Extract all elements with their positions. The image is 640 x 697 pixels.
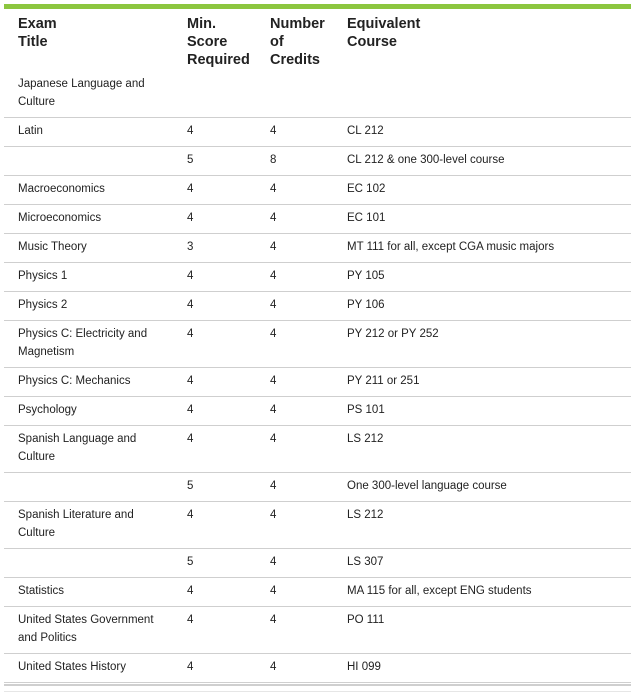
ap-credit-table-page	[4, 4, 631, 686]
cell-min-score: 4	[173, 578, 256, 607]
page-bottom-rule	[4, 691, 631, 692]
cell-exam-title: Spanish Literature and Culture	[4, 502, 173, 549]
table-row	[4, 397, 631, 426]
cell-credits: 4	[256, 549, 333, 578]
cell-equivalent-course: PO 111	[333, 607, 631, 654]
cell-equivalent-course: LS 212	[333, 502, 631, 549]
cell-exam-title: Macroeconomics	[4, 176, 173, 205]
cell-equivalent-course: One 300-level language course	[333, 473, 631, 502]
table-row	[4, 118, 631, 147]
cell-equivalent-course: PY 105	[333, 263, 631, 292]
cell-exam-title: Statistics	[4, 578, 173, 607]
table-row	[4, 578, 631, 607]
header-exam-title: Exam Title	[4, 9, 173, 75]
table-row	[4, 234, 631, 263]
cell-min-score: 5	[173, 549, 256, 578]
cell-credits: 4	[256, 426, 333, 473]
table-body	[4, 118, 631, 683]
cell-equivalent-course: HI 099	[333, 654, 631, 683]
cell-credits: 4	[256, 292, 333, 321]
cell-min-score: 4	[173, 205, 256, 234]
carryover-row	[4, 75, 631, 118]
table-row	[4, 147, 631, 176]
cell-min-score: 4	[173, 426, 256, 473]
cell-exam-title: Latin	[4, 118, 173, 147]
table-row	[4, 321, 631, 368]
cell-min-score: 3	[173, 234, 256, 263]
cell-exam-title	[4, 473, 173, 502]
cell-equivalent-course: PS 101	[333, 397, 631, 426]
cell-min-score: 4	[173, 397, 256, 426]
header-min-score: Min. Score Required	[173, 9, 256, 75]
cell-min-score: 4	[173, 502, 256, 549]
cell-credits: 4	[256, 578, 333, 607]
cell-credits: 4	[256, 263, 333, 292]
table-row	[4, 263, 631, 292]
cell-credits: 4	[256, 176, 333, 205]
table-row	[4, 368, 631, 397]
cell-exam-title	[4, 147, 173, 176]
cell-equivalent-course: PY 106	[333, 292, 631, 321]
table-bottom-rule	[4, 684, 631, 686]
cell-equivalent-course: PY 211 or 251	[333, 368, 631, 397]
cell-credits: 4	[256, 607, 333, 654]
cell-min-score: 4	[173, 321, 256, 368]
cell-equivalent-course: MT 111 for all, except CGA music majors	[333, 234, 631, 263]
cell-min-score: 4	[173, 176, 256, 205]
cell-exam-title: Physics 2	[4, 292, 173, 321]
cell-min-score: 4	[173, 292, 256, 321]
cell-exam-title: Music Theory	[4, 234, 173, 263]
cell-min-score: 4	[173, 368, 256, 397]
cell-min-score: 5	[173, 473, 256, 502]
cell-credits: 4	[256, 205, 333, 234]
cell-equivalent-course: LS 212	[333, 426, 631, 473]
cell-equivalent-course: EC 101	[333, 205, 631, 234]
cell-equivalent-course: MA 115 for all, except ENG students	[333, 578, 631, 607]
cell-credits: 4	[256, 321, 333, 368]
header-equivalent-course: Equivalent Course	[333, 9, 631, 75]
cell-exam-title: Physics C: Electricity and Magnetism	[4, 321, 173, 368]
table-row	[4, 292, 631, 321]
cell-exam-title: Psychology	[4, 397, 173, 426]
header-credits: Number of Credits	[256, 9, 333, 75]
cell-credits: 4	[256, 473, 333, 502]
cell-min-score: 4	[173, 607, 256, 654]
cell-min-score: 5	[173, 147, 256, 176]
cell-equivalent-course: EC 102	[333, 176, 631, 205]
table-row	[4, 426, 631, 473]
table-row	[4, 502, 631, 549]
table-row	[4, 176, 631, 205]
cell-exam-title: Physics 1	[4, 263, 173, 292]
cell-equivalent-course: PY 212 or PY 252	[333, 321, 631, 368]
table-row	[4, 205, 631, 234]
cell-credits: 4	[256, 397, 333, 426]
cell-equivalent-course: CL 212 & one 300-level course	[333, 147, 631, 176]
table-row	[4, 473, 631, 502]
cell-exam-title: Physics C: Mechanics	[4, 368, 173, 397]
cell-credits: 4	[256, 502, 333, 549]
cell-credits: 8	[256, 147, 333, 176]
ap-credit-table	[4, 9, 631, 683]
table-row	[4, 549, 631, 578]
cell-exam-title: Spanish Language and Culture	[4, 426, 173, 473]
cell-credits: 4	[256, 654, 333, 683]
cell-exam-title: Microeconomics	[4, 205, 173, 234]
cell-credits: 4	[256, 234, 333, 263]
cell-exam-title	[4, 549, 173, 578]
cell-min-score: 4	[173, 263, 256, 292]
cell-credits: 4	[256, 118, 333, 147]
cell-min-score: 4	[173, 654, 256, 683]
table-row	[4, 607, 631, 654]
table-row	[4, 654, 631, 683]
cell-equivalent-course: CL 212	[333, 118, 631, 147]
cell-equivalent-course: LS 307	[333, 549, 631, 578]
cell-exam-title: United States Government and Politics	[4, 607, 173, 654]
table-header-row	[4, 9, 631, 75]
cell-exam-title: United States History	[4, 654, 173, 683]
carryover-exam-title: Japanese Language and Culture	[4, 75, 173, 118]
cell-credits: 4	[256, 368, 333, 397]
cell-min-score: 4	[173, 118, 256, 147]
